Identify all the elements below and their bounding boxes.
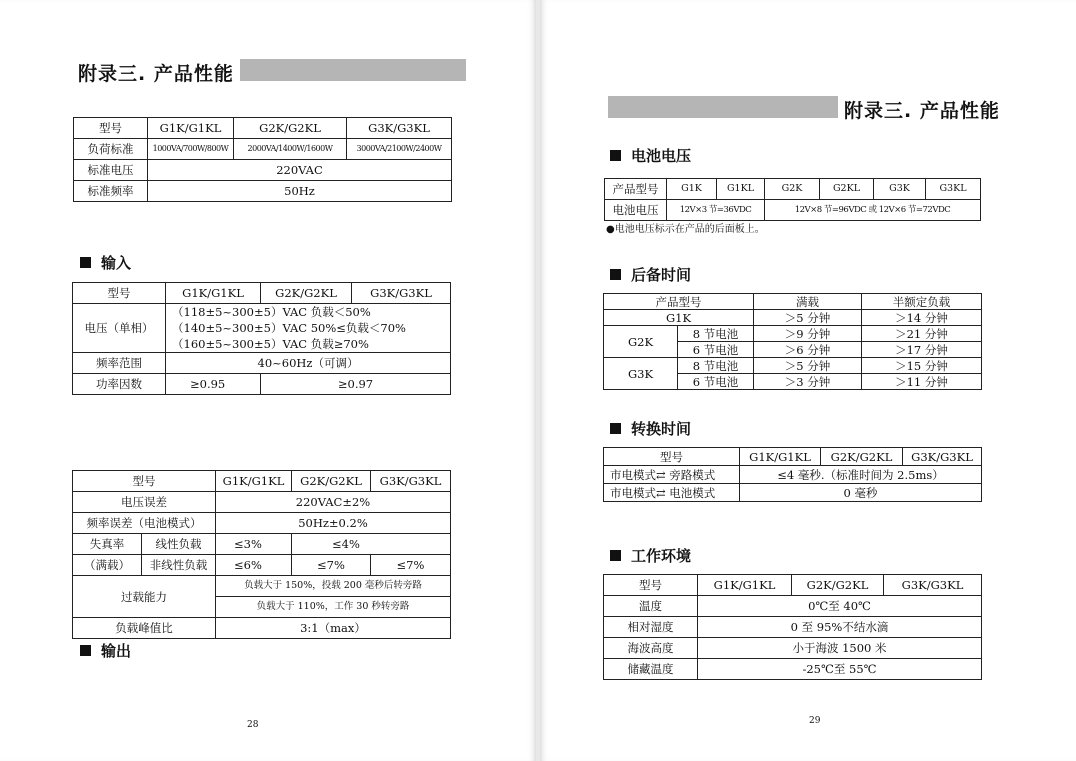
table-header-cell: 半额定负载 bbox=[862, 294, 982, 310]
page-title: 附录三. 产品性能 bbox=[78, 63, 234, 85]
table-cell: 1000VA/700W/800W bbox=[148, 139, 234, 160]
table-cell: 50Hz±0.2% bbox=[216, 513, 451, 534]
table-cell: 频率误差（电池模式） bbox=[73, 513, 216, 534]
table-cell: 8 节电池 bbox=[678, 358, 754, 374]
page-number: 28 bbox=[247, 720, 259, 730]
table-cell: 40~60Hz（可调） bbox=[166, 353, 451, 374]
table-cell: （满载） bbox=[73, 555, 142, 576]
table-cell: 温度 bbox=[604, 596, 698, 617]
backup-table bbox=[603, 293, 982, 390]
table-cell: ＞5 分钟 bbox=[754, 358, 862, 374]
table-cell: 220VAC±2% bbox=[216, 492, 451, 513]
table-cell: 6 节电池 bbox=[678, 342, 754, 358]
table-cell: 市电模式⇄ 旁路模式 bbox=[604, 466, 740, 484]
right-page bbox=[540, 0, 1076, 761]
table-cell: 50Hz bbox=[148, 181, 452, 202]
table-cell: ＞17 分钟 bbox=[862, 342, 982, 358]
table-cell: 失真率 bbox=[73, 534, 142, 555]
table-cell: G2K bbox=[604, 326, 678, 358]
section-heading-battery: 电池电压 bbox=[610, 145, 691, 166]
table-cell: 2000VA/1400W/1600W bbox=[234, 139, 347, 160]
table-cell: 8 节电池 bbox=[678, 326, 754, 342]
table-cell: G1K bbox=[604, 310, 754, 326]
table-header-cell: G1K bbox=[667, 179, 717, 200]
table-cell: ≤3% bbox=[216, 534, 292, 555]
table-header-cell: G1K/G1KL bbox=[148, 118, 234, 139]
table-cell: 标准频率 bbox=[74, 181, 148, 202]
table-cell: 线性负载 bbox=[142, 534, 216, 555]
table-header-cell: G3K bbox=[874, 179, 926, 200]
table-header-cell: G3K/G3KL bbox=[352, 283, 451, 304]
output-table bbox=[72, 470, 451, 639]
table-cell: ≤4 毫秒.（标准时间为 2.5ms） bbox=[740, 466, 982, 484]
voltage-range-cell: （118±5~300±5）VAC 负载＜50% （140±5~300±5）VAC 50%≤负载＜70% （160±5~300±5）VAC 负载≥70% bbox=[166, 304, 451, 353]
table-cell: 频率范围 bbox=[73, 353, 166, 374]
spec-table bbox=[73, 117, 452, 202]
square-bullet-icon bbox=[610, 269, 621, 280]
table-header-cell: 型号 bbox=[604, 575, 698, 596]
table-header-cell: G2K/G2KL bbox=[292, 471, 371, 492]
table-cell: ＞9 分钟 bbox=[754, 326, 862, 342]
table-cell: 小于海波 1500 米 bbox=[698, 638, 982, 659]
input-table bbox=[72, 282, 451, 395]
table-cell: 0 毫秒 bbox=[740, 484, 982, 502]
table-header-cell: G2K/G2KL bbox=[261, 283, 352, 304]
table-header-cell: 满载 bbox=[754, 294, 862, 310]
table-header-cell: G1K/G1KL bbox=[740, 448, 821, 466]
table-cell: 非线性负载 bbox=[142, 555, 216, 576]
table-cell: -25℃至 55℃ bbox=[698, 659, 982, 680]
table-header-cell: G3KL bbox=[926, 179, 981, 200]
table-header-cell: G1K/G1KL bbox=[216, 471, 292, 492]
table-header-cell: G2K bbox=[765, 179, 820, 200]
table-header-cell: 产品型号 bbox=[605, 179, 667, 200]
page-number: 29 bbox=[809, 716, 821, 726]
table-cell: ＞11 分钟 bbox=[862, 374, 982, 390]
table-header-cell: G1K/G1KL bbox=[698, 575, 792, 596]
table-header-cell: G3K/G3KL bbox=[884, 575, 982, 596]
title-bar bbox=[240, 59, 466, 81]
table-header-cell: G2K/G2KL bbox=[821, 448, 903, 466]
table-header-cell: 产品型号 bbox=[604, 294, 754, 310]
table-cell: 0 至 95%不结水滴 bbox=[698, 617, 982, 638]
battery-note: ●电池电压标示在产品的后面板上。 bbox=[606, 224, 765, 235]
table-cell: 12V×3 节=36VDC bbox=[667, 200, 765, 221]
table-cell: 0℃至 40℃ bbox=[698, 596, 982, 617]
table-cell: ≤7% bbox=[292, 555, 371, 576]
square-bullet-icon bbox=[610, 150, 621, 161]
transfer-table bbox=[603, 447, 982, 502]
table-header-cell: 型号 bbox=[73, 471, 216, 492]
left-page bbox=[0, 0, 536, 761]
table-header-cell: G1KL bbox=[717, 179, 765, 200]
table-cell: 3:1（max） bbox=[216, 618, 451, 639]
table-cell: ＞14 分钟 bbox=[862, 310, 982, 326]
table-cell: 负载大于 110%，工作 30 秒转旁路 bbox=[216, 597, 451, 618]
table-cell: 220VAC bbox=[148, 160, 452, 181]
table-cell: 12V×8 节=96VDC 或 12V×6 节=72VDC bbox=[765, 200, 981, 221]
title-bar bbox=[608, 96, 838, 118]
table-cell: 负载峰值比 bbox=[73, 618, 216, 639]
table-header-cell: G2K/G2KL bbox=[792, 575, 884, 596]
table-cell: ＞15 分钟 bbox=[862, 358, 982, 374]
battery-table bbox=[604, 178, 981, 221]
section-heading-input: 输入 bbox=[80, 252, 131, 273]
section-heading-backup: 后备时间 bbox=[610, 264, 691, 285]
table-header-cell: G2KL bbox=[820, 179, 874, 200]
table-cell: 市电模式⇄ 电池模式 bbox=[604, 484, 740, 502]
square-bullet-icon bbox=[610, 423, 621, 434]
table-cell: 过载能力 bbox=[73, 576, 216, 618]
table-header-cell: 型号 bbox=[604, 448, 740, 466]
table-cell: ≥0.97 bbox=[261, 374, 451, 395]
square-bullet-icon bbox=[610, 550, 621, 561]
table-cell: 相对湿度 bbox=[604, 617, 698, 638]
page-title: 附录三. 产品性能 bbox=[844, 100, 1000, 122]
table-cell: 海波高度 bbox=[604, 638, 698, 659]
environment-table bbox=[603, 574, 982, 680]
table-cell: 3000VA/2100W/2400W bbox=[347, 139, 452, 160]
table-cell: 电压误差 bbox=[73, 492, 216, 513]
table-cell: ＞21 分钟 bbox=[862, 326, 982, 342]
square-bullet-icon bbox=[80, 645, 91, 656]
table-header-cell: G3K/G3KL bbox=[347, 118, 452, 139]
table-header-cell: 型号 bbox=[73, 283, 166, 304]
table-cell: 6 节电池 bbox=[678, 374, 754, 390]
table-cell: 负荷标准 bbox=[74, 139, 148, 160]
table-cell: ≥0.95 bbox=[166, 374, 261, 395]
section-heading-transfer: 转换时间 bbox=[610, 418, 691, 439]
square-bullet-icon bbox=[80, 257, 91, 268]
table-header-cell: G1K/G1KL bbox=[166, 283, 261, 304]
table-cell: 储藏温度 bbox=[604, 659, 698, 680]
table-header-cell: G3K/G3KL bbox=[903, 448, 982, 466]
section-heading-environment: 工作环境 bbox=[610, 545, 691, 566]
table-header-cell: 型号 bbox=[74, 118, 148, 139]
table-cell: ≤4% bbox=[292, 534, 451, 555]
table-header-cell: G2K/G2KL bbox=[234, 118, 347, 139]
table-cell: 标准电压 bbox=[74, 160, 148, 181]
table-cell: 负载大于 150%，投载 200 毫秒后转旁路 bbox=[216, 576, 451, 597]
table-cell: 电池电压 bbox=[605, 200, 667, 221]
table-cell: ＞6 分钟 bbox=[754, 342, 862, 358]
table-cell: ≤7% bbox=[371, 555, 451, 576]
table-cell: G3K bbox=[604, 358, 678, 390]
table-cell: 功率因数 bbox=[73, 374, 166, 395]
table-cell: ≤6% bbox=[216, 555, 292, 576]
table-cell: ＞3 分钟 bbox=[754, 374, 862, 390]
table-cell: ＞5 分钟 bbox=[754, 310, 862, 326]
section-heading-output: 输出 bbox=[80, 640, 131, 661]
table-cell: 电压（单相） bbox=[73, 304, 166, 353]
table-header-cell: G3K/G3KL bbox=[371, 471, 451, 492]
